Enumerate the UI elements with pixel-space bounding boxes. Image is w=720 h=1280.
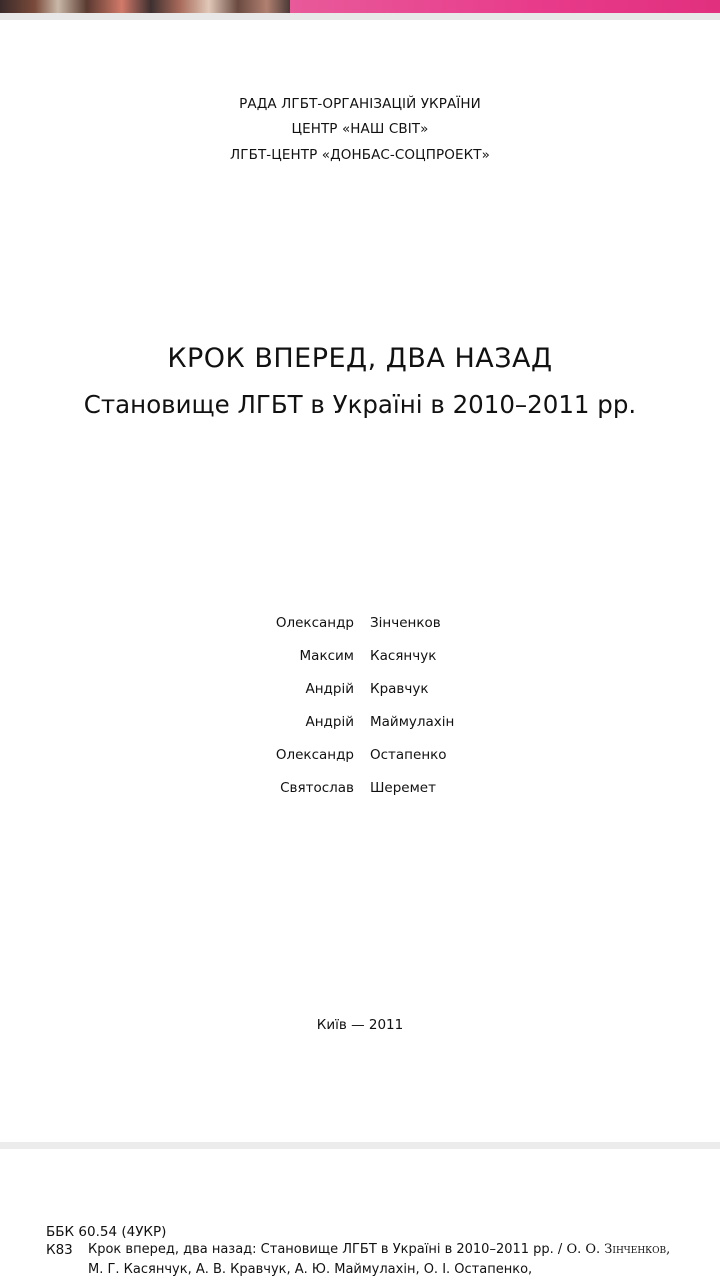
title-page <box>0 20 720 1142</box>
author-row <box>0 615 720 635</box>
imprint-place-year: Київ — 2011 <box>316 1017 404 1033</box>
author-first-name: Олександр <box>275 747 354 763</box>
author-first-name: Святослав <box>280 780 354 796</box>
author-first-name: Олександр <box>275 615 354 631</box>
cover-pink-band <box>290 0 720 13</box>
author-first-name: Андрій <box>305 681 354 697</box>
biblio-title-text: Крок вперед, два назад: Становище ЛГБТ в Україні в 2010–2011 рр. / <box>88 1242 567 1257</box>
org-line-2: ЦЕНТР «НАШ СВІТ» <box>291 121 429 137</box>
bbk-code: ББК 60.54 (4УКР) <box>46 1224 167 1240</box>
author-row <box>0 648 720 668</box>
author-last-name: Зінченков <box>370 615 441 631</box>
previous-page-strip <box>0 0 720 20</box>
biblio-authors-text: О. О. Зінченков, <box>566 1242 671 1257</box>
org-line-1: РАДА ЛГБТ-ОРГАНІЗАЦІЙ УКРАЇНИ <box>239 96 481 112</box>
author-row <box>0 714 720 734</box>
author-first-name: Максим <box>299 648 354 664</box>
org-line-3: ЛГБТ-ЦЕНТР «ДОНБАС-СОЦПРОЕКТ» <box>230 147 490 163</box>
bibliographic-line-2: М. Г. Касянчук, А. В. Кравчук, А. Ю. Маймулахін, О. І. Остапенко, <box>88 1262 533 1277</box>
author-last-name: Касянчук <box>370 648 437 664</box>
author-last-name: Маймулахін <box>370 714 455 730</box>
author-last-name: Остапенко <box>370 747 447 763</box>
book-title: КРОК ВПЕРЕД, ДВА НАЗАД <box>167 343 553 374</box>
bibliographic-line-1 <box>88 1240 688 1260</box>
author-row <box>0 780 720 800</box>
author-row <box>0 747 720 767</box>
author-row <box>0 681 720 701</box>
author-first-name: Андрій <box>305 714 354 730</box>
cover-photo-strip <box>0 0 290 13</box>
author-sign-code: К83 <box>46 1242 73 1258</box>
imprint-page <box>0 1149 720 1280</box>
author-last-name: Кравчук <box>370 681 429 697</box>
book-subtitle: Становище ЛГБТ в Україні в 2010–2011 рр. <box>83 390 637 419</box>
author-last-name: Шеремет <box>370 780 436 796</box>
